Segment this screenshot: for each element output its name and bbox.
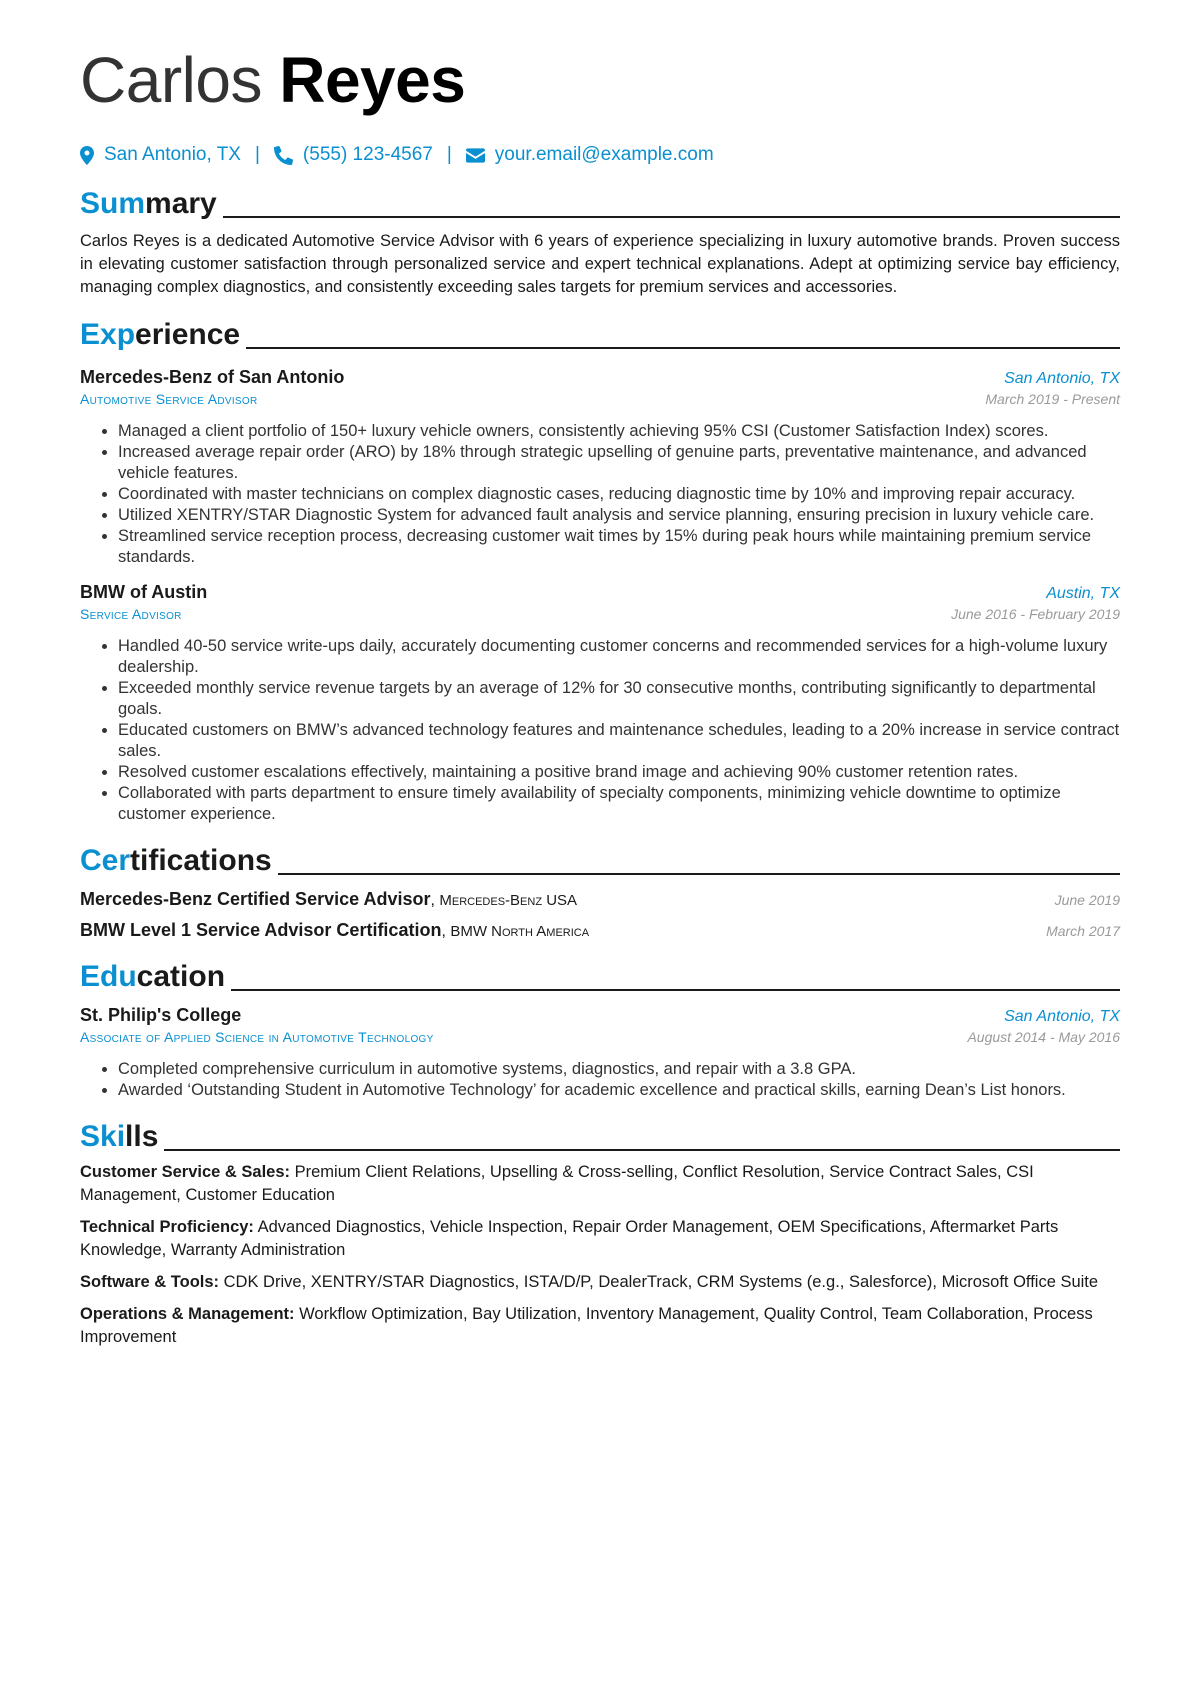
job-title: Automotive Service Advisor xyxy=(80,391,258,407)
list-item: • Collaborated with parts department to ensure timely availability of specialty components, minimizing vehicle downtime to optimize customer experience. xyxy=(118,783,1120,825)
job-header xyxy=(80,582,1120,603)
experience-heading xyxy=(80,313,1120,353)
summary-heading xyxy=(80,182,1120,222)
envelope-icon xyxy=(466,148,485,163)
first-name: Carlos xyxy=(80,44,262,116)
summary-text: Carlos Reyes is a dedicated Automotive Service Advisor with 6 years of experience specializing in luxury automotive brands. Proven success in elevating customer satisfaction through personalized service and expert technical explanations. Adept at optimizing service bay efficiency, managing complex diagnostics, and consistently exceeding sales targets for premium services and accessories. xyxy=(80,232,1120,296)
certification-name: Mercedes-Benz Certified Service Advisor xyxy=(80,889,431,909)
skill-group-label: Technical Proficiency: xyxy=(80,1218,254,1236)
skill-group-text: CDK Drive, XENTRY/STAR Diagnostics, ISTA/D/P, DealerTrack, CRM Systems (e.g., Salesforce), Microsoft Office Suite xyxy=(223,1273,1099,1291)
location-text: San Antonio, TX xyxy=(104,144,241,165)
certification-issuer: BMW North America xyxy=(450,923,590,940)
email-item[interactable] xyxy=(466,144,714,166)
education-subheader xyxy=(80,1029,1120,1045)
certification-date: June 2019 xyxy=(1054,892,1120,908)
degree-name: Associate of Applied Science in Automotive Technology xyxy=(80,1029,434,1045)
job-dates: June 2016 - February 2019 xyxy=(951,606,1120,622)
education-entry xyxy=(80,1005,1120,1101)
list-item: • Exceeded monthly service revenue targets by an average of 12% for 30 consecutive months, contributing significantly to departmental goals. xyxy=(118,678,1120,720)
education-header xyxy=(80,1005,1120,1026)
section-rule xyxy=(278,873,1120,875)
map-marker-icon xyxy=(80,146,94,165)
certification-title: BMW Level 1 Service Advisor Certification, BMW North America xyxy=(80,920,590,940)
certification-name: BMW Level 1 Service Advisor Certification xyxy=(80,920,442,940)
employer-name: Mercedes-Benz of San Antonio xyxy=(80,367,345,387)
job-subheader xyxy=(80,391,1120,407)
skills-list xyxy=(80,1161,1120,1349)
certification-date: March 2017 xyxy=(1046,923,1120,939)
certification-item xyxy=(80,889,1120,910)
certification-item xyxy=(80,920,1120,941)
list-item: • Managed a client portfolio of 150+ luxury vehicle owners, consistently achieving 95% CSI (Customer Satisfaction Index) scores. xyxy=(118,421,1120,442)
skill-group-text: Premium Client Relations, Upselling & Cross-selling, Conflict Resolution, Service Contract Sales, CSI Management, Customer Education xyxy=(80,1163,1034,1204)
contact-line xyxy=(80,142,1120,168)
job-location: Austin, TX xyxy=(1046,585,1120,602)
job-bullets xyxy=(80,636,1120,825)
education-heading xyxy=(80,955,1120,995)
section-title: Experience xyxy=(80,318,241,351)
certifications-heading xyxy=(80,839,1120,879)
location-item xyxy=(80,144,241,166)
skill-group-text: Advanced Diagnostics, Vehicle Inspection, Repair Order Management, OEM Specifications, Aftermarket Parts Knowledge, Warranty Administration xyxy=(80,1218,1059,1259)
skill-group xyxy=(80,1216,1120,1262)
skill-group xyxy=(80,1161,1120,1207)
job-entry xyxy=(80,367,1120,568)
skill-group xyxy=(80,1271,1120,1294)
job-bullets xyxy=(80,421,1120,568)
section-title: Certifications xyxy=(80,844,272,877)
employer-name: BMW of Austin xyxy=(80,582,208,602)
list-item: • Streamlined service reception process, decreasing customer wait times by 15% during peak hours while maintaining premium service standards. xyxy=(118,526,1120,568)
last-name: Reyes xyxy=(279,44,466,116)
job-location: San Antonio, TX xyxy=(1004,370,1120,387)
list-item: • Awarded ‘Outstanding Student in Automotive Technology’ for academic excellence and practical skills, earning Dean’s List honors. xyxy=(118,1080,1120,1101)
list-item: • Utilized XENTRY/STAR Diagnostic System for advanced fault analysis and service planning, ensuring precision in luxury vehicle care. xyxy=(118,505,1120,526)
resume-page xyxy=(80,40,1120,1349)
skills-heading xyxy=(80,1115,1120,1155)
section-title: Skills xyxy=(80,1120,159,1153)
skill-group-label: Operations & Management: xyxy=(80,1305,295,1323)
section-rule xyxy=(164,1149,1120,1151)
list-item: • Resolved customer escalations effectively, maintaining a positive brand image and achieving 90% customer retention rates. xyxy=(118,762,1120,783)
skill-group-label: Customer Service & Sales: xyxy=(80,1163,291,1181)
phone-item[interactable] xyxy=(274,144,433,166)
candidate-name xyxy=(80,40,1120,120)
education-dates: August 2014 - May 2016 xyxy=(967,1029,1120,1045)
skill-group xyxy=(80,1303,1120,1349)
list-item: • Completed comprehensive curriculum in automotive systems, diagnostics, and repair with a 3.8 GPA. xyxy=(118,1059,1120,1080)
section-rule xyxy=(231,989,1120,991)
list-item: • Educated customers on BMW’s advanced technology features and maintenance schedules, leading to a 20% increase in service contract sales. xyxy=(118,720,1120,762)
job-title: Service Advisor xyxy=(80,606,182,622)
school-name: St. Philip's College xyxy=(80,1005,242,1025)
skill-group-text: Workflow Optimization, Bay Utilization, Inventory Management, Quality Control, Team Collaboration, Process Improvement xyxy=(80,1305,1093,1346)
phone-icon xyxy=(274,146,293,165)
section-title: Summary xyxy=(80,187,217,220)
list-item: • Increased average repair order (ARO) by 18% through strategic upselling of genuine parts, preventative maintenance, and advanced vehicle features. xyxy=(118,442,1120,484)
education-bullets xyxy=(80,1059,1120,1101)
job-entry xyxy=(80,582,1120,825)
certification-issuer: Mercedes-Benz USA xyxy=(439,892,578,909)
contact-separator: | xyxy=(254,144,260,165)
list-item: • Handled 40-50 service write-ups daily, accurately documenting customer concerns and recommended services for a high-volume luxury dealership. xyxy=(118,636,1120,678)
list-item: • Coordinated with master technicians on complex diagnostic cases, reducing diagnostic time by 10% and improving repair accuracy. xyxy=(118,484,1120,505)
school-location: San Antonio, TX xyxy=(1004,1008,1120,1025)
phone-text: (555) 123-4567 xyxy=(302,144,433,165)
contact-separator: | xyxy=(446,144,452,165)
section-rule xyxy=(223,216,1120,218)
job-subheader xyxy=(80,606,1120,622)
job-header xyxy=(80,367,1120,388)
skill-group-label: Software & Tools: xyxy=(80,1273,220,1291)
section-title: Education xyxy=(80,960,226,993)
section-rule xyxy=(246,347,1120,349)
job-dates: March 2019 - Present xyxy=(985,391,1120,407)
email-text: your.email@example.com xyxy=(494,144,714,165)
certification-title: Mercedes-Benz Certified Service Advisor, Mercedes-Benz USA xyxy=(80,889,578,909)
